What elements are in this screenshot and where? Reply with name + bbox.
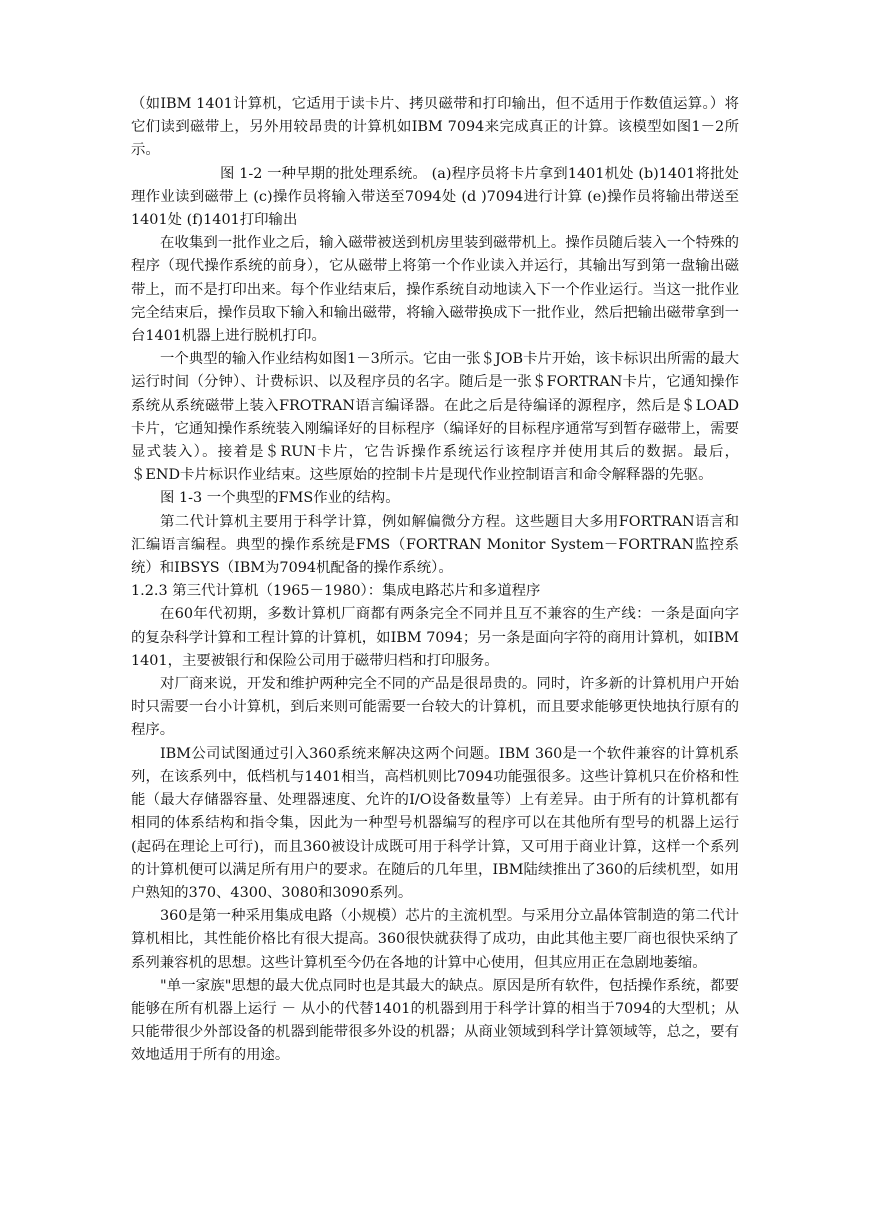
section-heading-1-2-3: 1.2.3 第三代计算机（1965－1980）：集成电路芯片和多道程序 [131,583,541,600]
paragraph-vendor-cost: 对厂商来说，开发和维护两种完全不同的产品是很昂贵的。同时，许多新的计算机用户开始时只需要一台小计算机，到后来则可能需要一台较大的计算机，而且要求能够更快地执行原有的程序。 [131,676,739,739]
paragraph-batch-model: （如IBM 1401计算机，它适用于读卡片、拷贝磁带和打印输出，但不适用于作数值运算。）将它们读到磁带上，另外用较昂贵的计算机如IBM 7094来完成真正的计算。该模型如图1－2所示。 [131,96,739,159]
paragraph-single-family: "单一家族"思想的最大优点同时也是其最大的缺点。原因是所有软件，包括操作系统，都要能够在所有机器上运行 － 从小的代替1401的机器到用于科学计算的相当于7094的大型机；从只能带很少外部设备的机器到能带很多外设的机器；从商业领域到科学计算领域等，总之，要有效地适用于所有的用途。 [131,977,739,1064]
paragraph-job-structure: 一个典型的输入作业结构如图1－3所示。它由一张＄JOB卡片开始，该卡标识出所需的最大运行时间（分钟）、计费标识、以及程序员的名字。随后是一张＄FORTRAN卡片，它通知操作系统从系统磁带上装入FROTRAN语言编译器。在此之后是待编译的源程序，然后是＄LOAD卡片，它通知操作系统装入刚编译好的目标程序（编译好的目标程序通常写到暂存磁带上，需要显式装入）。接着是＄RUN卡片，它告诉操作系统运行该程序并使用其后的数据。最后，＄END卡片标识作业结束。这些原始的控制卡片是现代作业控制语言和命令解释器的先驱。 [131,351,739,484]
paragraph-integrated-circuits: 360是第一种采用集成电路（小规模）芯片的主流机型。与采用分立晶体管制造的第二代计算机相比，其性能价格比有很大提高。360很快就获得了成功，由此其他主要厂商也很快采纳了系列兼容机的思想。这些计算机至今仍在各地的计算中心使用，但其应用正在急剧地萎缩。 [131,908,739,971]
paragraph-batch-operation: 在收集到一批作业之后，输入磁带被送到机房里装到磁带机上。操作员随后装入一个特殊的程序（现代操作系统的前身），它从磁带上将第一个作业读入并运行，其输出写到第一盘输出磁带上，而不是打印出来。每个作业结束后，操作系统自动地读入下一个作业运行。当这一批作业完全结束后，操作员取下输入和输出磁带，将输入磁带换成下一批作业，然后把输出磁带拿到一台1401机器上进行脱机打印。 [131,235,739,345]
paragraph-product-lines: 在60年代初期，多数计算机厂商都有两条完全不同并且互不兼容的生产线：一条是面向字的复杂科学计算和工程计算的计算机，如IBM 7094；另一条是面向字符的商用计算机，如IBM 1401，主要被银行和保险公司用于磁带归档和打印服务。 [131,606,739,669]
figure-caption-1-3: 图 1-3 一个典型的FMS作业的结构。 [160,490,400,507]
paragraph-ibm-360: IBM公司试图通过引入360系统来解决这两个问题。IBM 360是一个软件兼容的计算机系列，在该系列中，低档机与1401相当，高档机则比7094功能强很多。这些计算机只在价格和性能（最大存储器容量、处理器速度、允许的I/O设备数量等）上有差异。由于所有的计算机都有相同的体系结构和指令集，因此为一种型号机器编写的程序可以在其他所有型号的机器上运行(起码在理论上可行)，而且360被设计成既可用于科学计算，又可用于商业计算，这样一个系列的计算机便可以满足所有用户的要求。在随后的几年里，IBM陆续推出了360的后续机型，如用户熟知的370、4300、3080和3090系列。 [131,745,739,901]
document-page [131,93,739,1068]
figure-caption-1-2: 图 1-2 一种早期的批处理系统。 (a)程序员将卡片拿到1401机处 (b)1401将批处理作业读到磁带上 (c)操作员将输入带送至7094处 (d )7094进行计算 (e)操作员将输出带送至1401处 (f)1401打印输出 [131,165,739,229]
paragraph-second-generation: 第二代计算机主要用于科学计算，例如解偏微分方程。这些题目大多用FORTRAN语言和汇编语言编程。典型的操作系统是FMS（FORTRAN Monitor System－FORTRAN监控系统）和IBSYS（IBM为7094机配备的操作系统）。 [131,513,739,577]
